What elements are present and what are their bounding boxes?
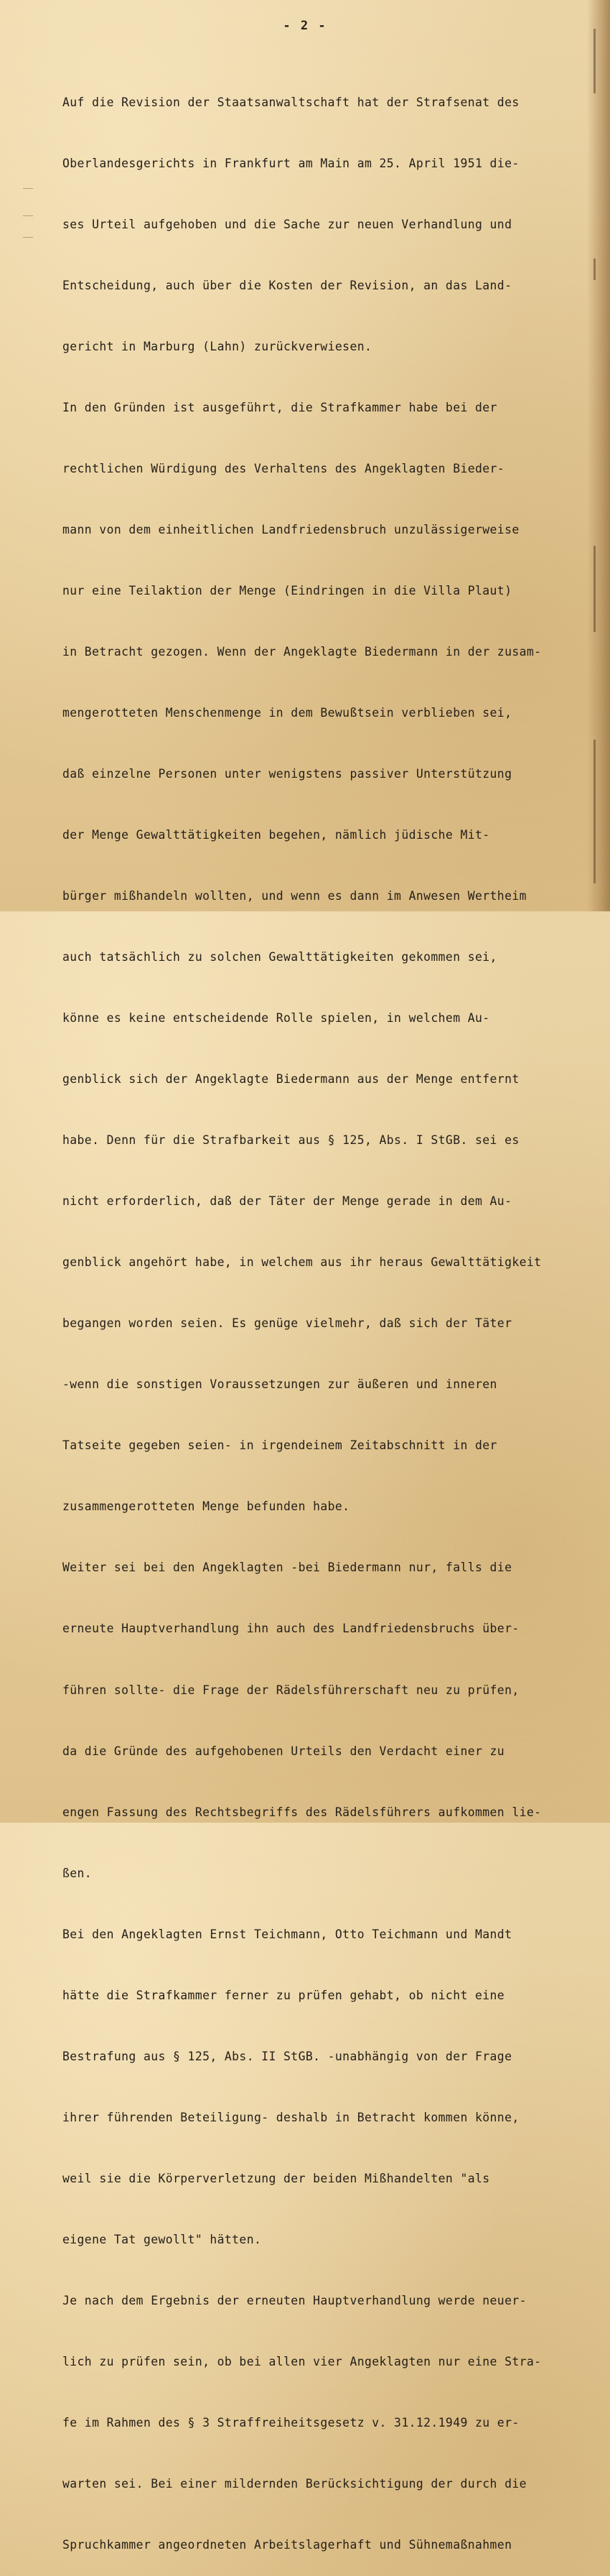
text-line: daß einzelne Personen unter wenigstens passiver Unterstützung (62, 767, 512, 781)
text-line: gericht in Marburg (Lahn) zurückverwiesen. (62, 339, 372, 353)
text-line: nur eine Teilaktion der Menge (Eindringen in die Villa Plaut) (62, 583, 512, 597)
text-line: In den Gründen ist ausgeführt, die Strafkammer habe bei der (62, 400, 497, 414)
text-line: führen sollte- die Frage der Rädelsführerschaft neu zu prüfen, (62, 1683, 520, 1697)
text-line: lich zu prüfen sein, ob bei allen vier Angeklagten nur eine Stra- (62, 2354, 542, 2368)
text-line: Oberlandesgerichts in Frankfurt am Main am 25. April 1951 die- (62, 156, 520, 170)
text-line: hätte die Strafkammer ferner zu prüfen gehabt, ob nicht eine (62, 1988, 505, 2002)
text-line: der Menge Gewalttätigkeiten begehen, nämlich jüdische Mit- (62, 828, 490, 842)
text-line: ihrer führenden Beteiligung- deshalb in Betracht kommen könne, (62, 2110, 520, 2124)
margin-tick (23, 188, 33, 189)
text-line: genblick angehört habe, in welchem aus ihr heraus Gewalttätigkeit (62, 1255, 542, 1270)
margin-tick (23, 237, 33, 238)
text-line: habe. Denn für die Strafbarkeit aus § 125, Abs. I StGB. sei es (62, 1133, 520, 1148)
text-line: genblick sich der Angeklagte Biedermann aus der Menge entfernt (62, 1072, 520, 1087)
page-number: - 2 - (283, 19, 327, 33)
text-line: könne es keine entscheidende Rolle spielen, in welchem Au- (62, 1011, 490, 1026)
text-line: warten sei. Bei einer mildernden Berücksichtigung der durch die (62, 2476, 527, 2491)
text-line: Bei den Angeklagten Ernst Teichmann, Otto Teichmann und Mandt (62, 1927, 512, 1941)
text-line: Auf die Revision der Staatsanwaltschaft hat der Strafsenat des (62, 95, 520, 109)
text-line: mengerotteten Menschenmenge in dem Bewußtsein verblieben sei, (62, 706, 512, 720)
text-line: mann von dem einheitlichen Landfriedensbruch unzulässigerweise (62, 522, 520, 536)
text-line: -wenn die sonstigen Voraussetzungen zur äußeren und inneren (62, 1377, 497, 1392)
text-line: Tatseite gegeben seien- in irgendeinem Zeitabschnitt in der (62, 1438, 497, 1453)
text-line: Je nach dem Ergebnis der erneuten Hauptverhandlung werde neuer- (62, 2293, 527, 2307)
text-line: begangen worden seien. Es genüge vielmehr, daß sich der Täter (62, 1316, 512, 1331)
text-line: fe im Rahmen des § 3 Straffreiheitsgesetz v. 31.12.1949 zu er- (62, 2415, 520, 2429)
text-line: zusammengerotteten Menge befunden habe. (62, 1499, 350, 1514)
text-line: bürger mißhandeln wollten, und wenn es dann im Anwesen Wertheim (62, 889, 527, 903)
text-line: weil sie die Körperverletzung der beiden Mißhandelten "als (62, 2171, 490, 2185)
text-line: Weiter sei bei den Angeklagten -bei Biedermann nur, falls die (62, 1561, 512, 1575)
text-line: ses Urteil aufgehoben und die Sache zur neuen Verhandlung und (62, 217, 512, 231)
text-line: ßen. (62, 1866, 93, 1880)
text-line: eigene Tat gewollt" hätten. (62, 2232, 262, 2246)
text-line: erneute Hauptverhandlung ihn auch des Landfriedensbruchs über- (62, 1622, 520, 1636)
text-line: auch tatsächlich zu solchen Gewalttätigkeiten gekommen sei, (62, 950, 497, 964)
text-line: engen Fassung des Rechtsbegriffs des Rädelsführers aufkommen lie- (62, 1805, 542, 1819)
text-line: Spruchkammer angeordneten Arbeitslagerhaft und Sühnemaßnahmen (62, 2537, 512, 2552)
document-body (62, 52, 608, 2576)
text-line: nicht erforderlich, daß der Täter der Menge gerade in dem Au- (62, 1194, 512, 1209)
text-line: da die Gründe des aufgehobenen Urteils den Verdacht einer zu (62, 1744, 505, 1758)
text-line: rechtlichen Würdigung des Verhaltens des Angeklagten Bieder- (62, 461, 505, 475)
text-line: Entscheidung, auch über die Kosten der Revision, an das Land- (62, 278, 512, 292)
text-line: in Betracht gezogen. Wenn der Angeklagte Biedermann in der zusam- (62, 644, 542, 659)
text-line: Bestrafung aus § 125, Abs. II StGB. -unabhängig von der Frage (62, 2049, 512, 2063)
margin-tick (23, 215, 33, 216)
